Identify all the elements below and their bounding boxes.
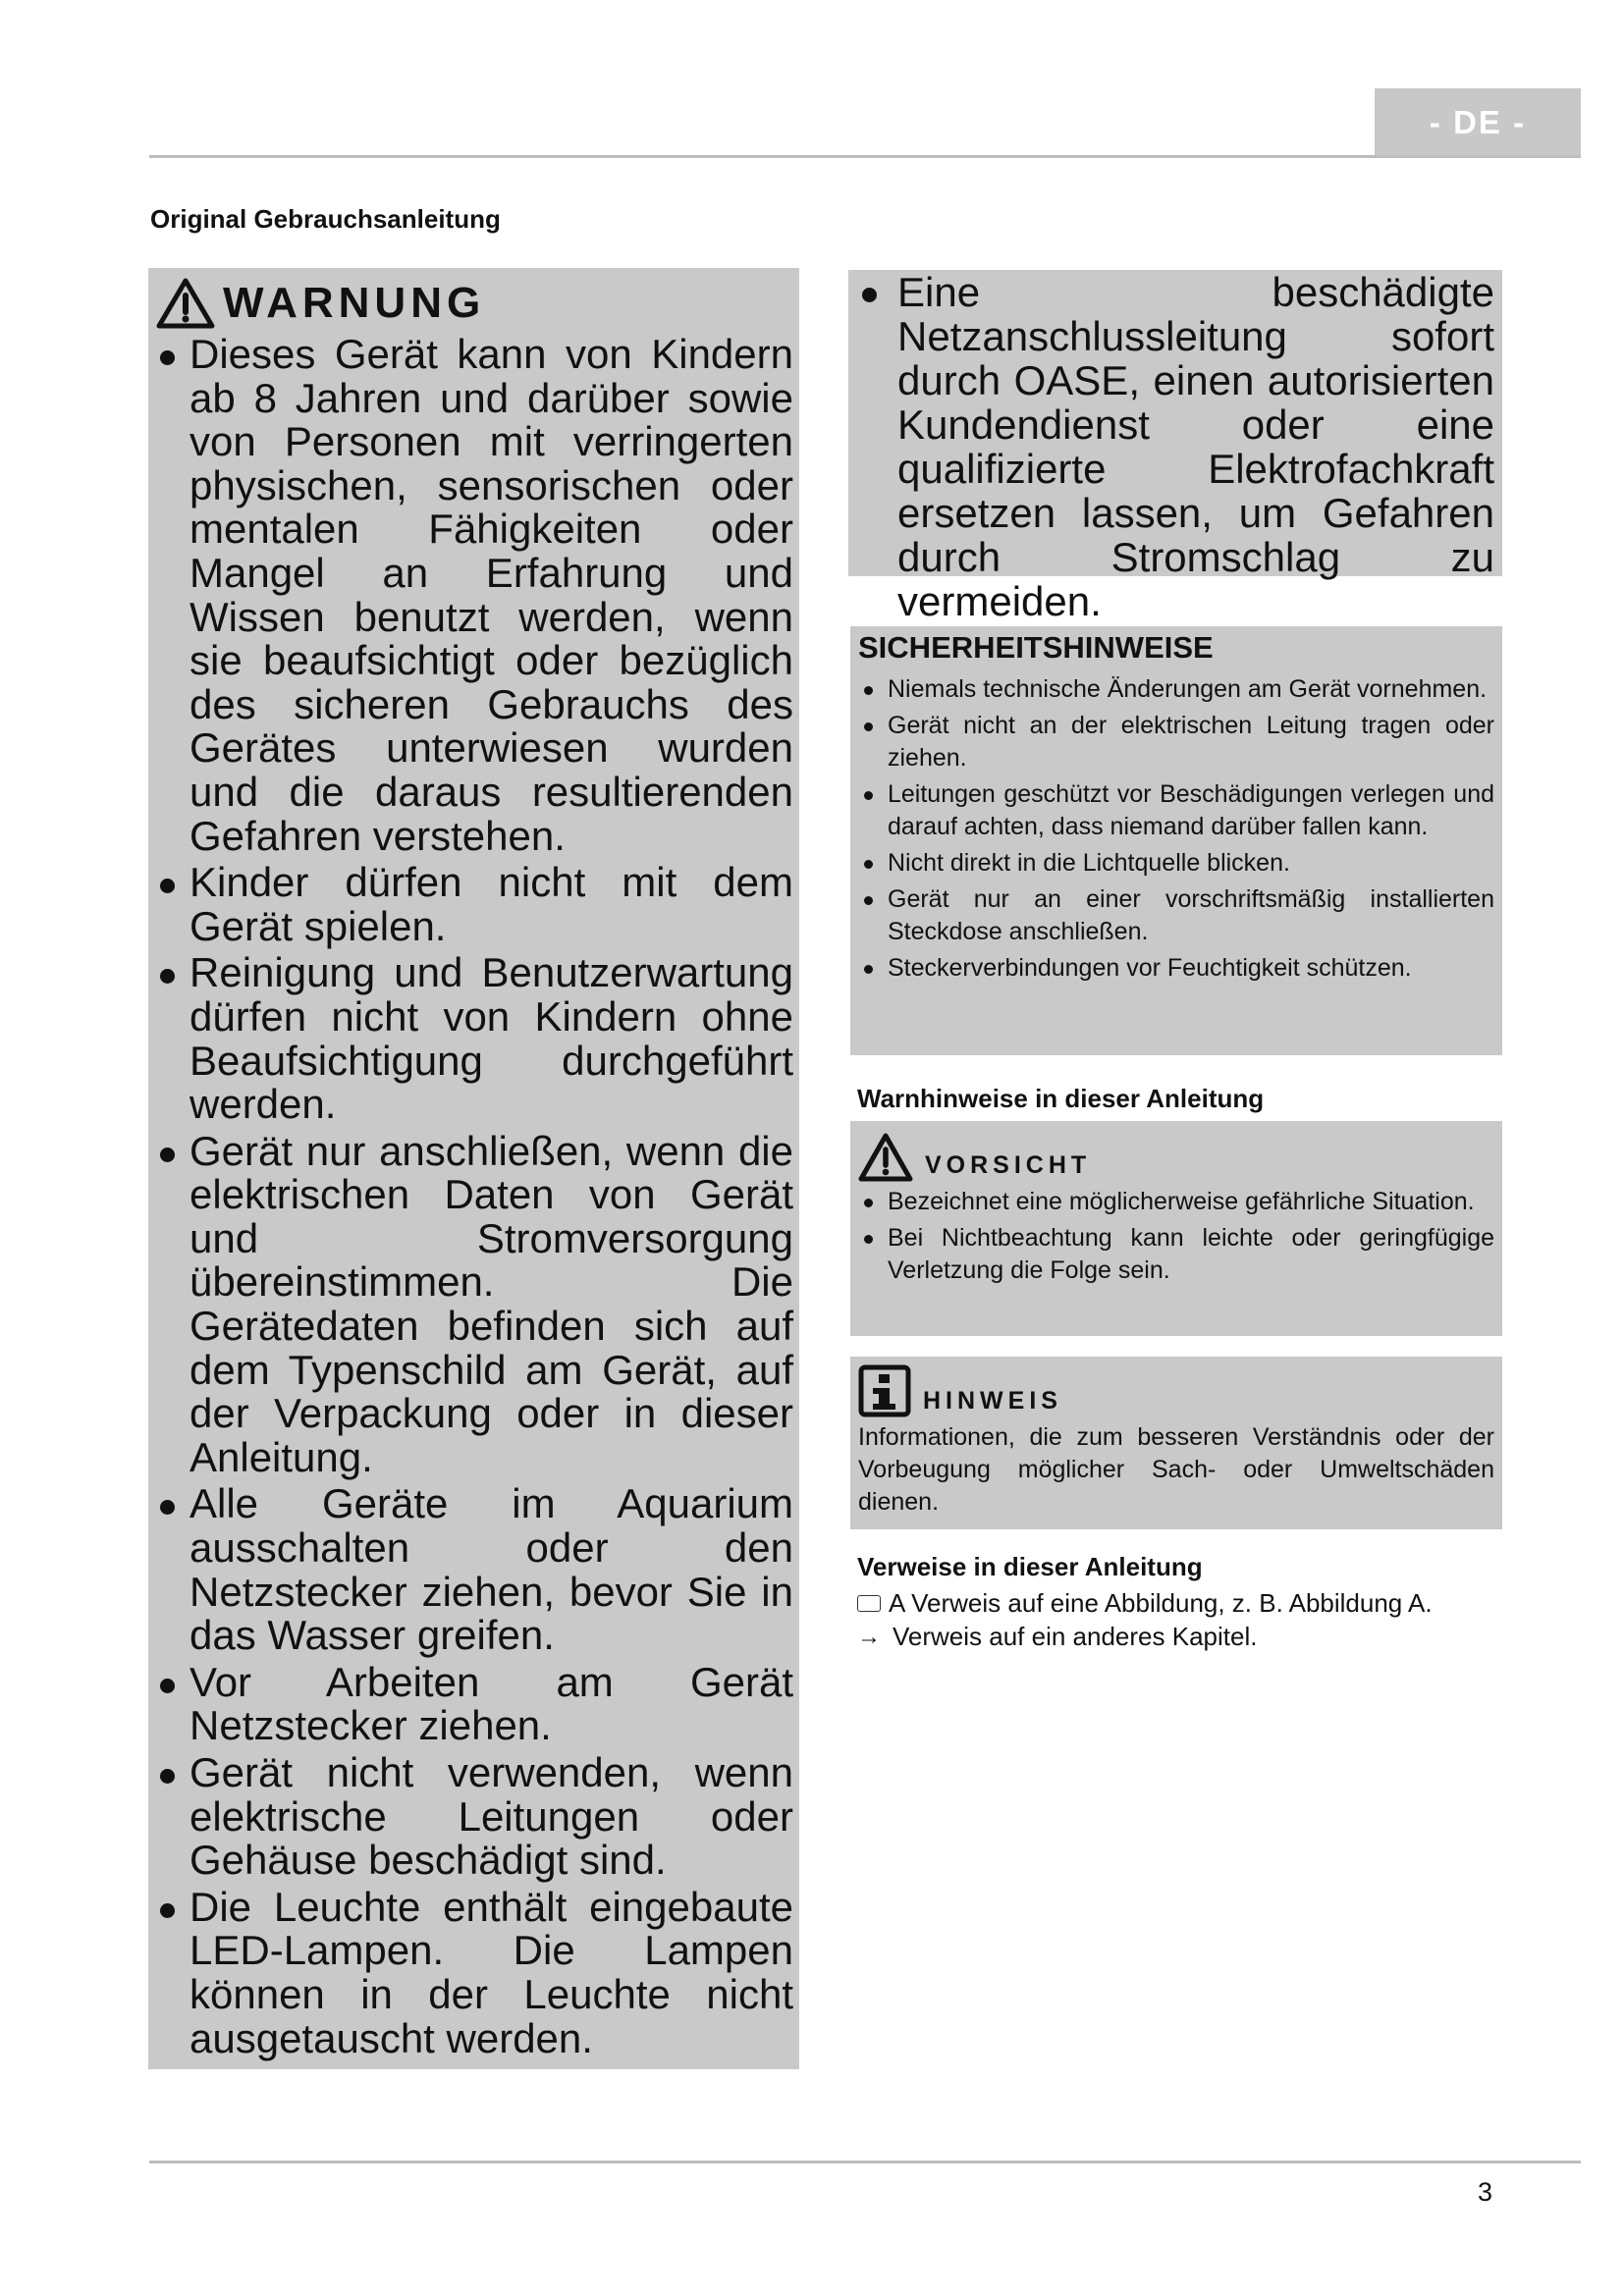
warning-item: Reinigung und Benutzerwartung dürfen nicht von Kindern ohne Beaufsichtigung durchgeführt werden. — [156, 951, 793, 1126]
safety-item: Niemals technische Änderungen am Gerät vornehmen. — [858, 673, 1494, 706]
warning-label: WARNUNG — [223, 279, 486, 327]
warning-item: Gerät nur anschließen, wenn die elektrischen Daten von Gerät und Stromversorgung übereinstimmen. Die Gerätedaten befinden sich auf dem Typenschild am Gerät, auf der Verpackung oder in dieser Anleitung. — [156, 1130, 793, 1480]
references-heading: Verweise in dieser Anleitung — [857, 1552, 1203, 1581]
warning-header — [156, 274, 793, 333]
info-icon — [858, 1364, 911, 1417]
safety-box — [850, 626, 1502, 1055]
warning-item: Dieses Gerät kann von Kindern ab 8 Jahren und darüber sowie von Personen mit verringerten physischen, sensorischen oder mentalen Fähigkeiten oder Mangel an Erfahrung und Wissen benutzt werden, wenn sie beaufsichtigt oder bezüglich des sicheren Gebrauchs des Gerätes unterwiesen wurden und die daraus resultierenden Gefahren verstehen. — [156, 333, 793, 858]
safety-item: Steckerverbindungen vor Feuchtigkeit schützen. — [858, 952, 1494, 985]
footer-rule — [149, 2161, 1581, 2163]
caution-header — [858, 1129, 1494, 1182]
warning-continued-list — [858, 270, 1494, 623]
safety-list — [858, 673, 1494, 985]
arrow-right-icon: → — [857, 1623, 881, 1650]
warning-item: Alle Geräte im Aquarium ausschalten oder den Netzstecker ziehen, bevor Sie in das Wasser greifen. — [156, 1482, 793, 1657]
warning-item: Die Leuchte enthält eingebaute LED-Lampen. Die Lampen können in der Leuchte nicht ausgetauscht werden. — [156, 1886, 793, 2060]
caution-list — [858, 1186, 1494, 1287]
note-label: HINWEIS — [923, 1387, 1062, 1415]
warning-continued-box — [848, 269, 1502, 624]
note-text: Informationen, die zum besseren Verständnis oder der Vorbeugung möglicher Sach- oder Umweltschäden dienen. — [858, 1423, 1494, 1516]
warning-item: Gerät nicht verwenden, wenn elektrische Leitungen oder Gehäuse beschädigt sind. — [156, 1751, 793, 1883]
figure-reference-text: A Verweis auf eine Abbildung, z. B. Abbildung A. — [889, 1588, 1433, 1618]
warning-item: Kinder dürfen nicht mit dem Gerät spielen. — [156, 861, 793, 948]
figure-reference — [857, 1588, 1433, 1619]
page-number: 3 — [1478, 2177, 1493, 2207]
caution-item: Bezeichnet eine möglicherweise gefährliche Situation. — [858, 1186, 1494, 1218]
caution-item: Bei Nichtbeachtung kann leichte oder geringfügige Verletzung die Folge sein. — [858, 1222, 1494, 1287]
warnhinweise-heading: Warnhinweise in dieser Anleitung — [857, 1084, 1265, 1113]
caution-box — [850, 1121, 1502, 1336]
document-title: Original Gebrauchsanleitung — [150, 204, 501, 234]
language-tab: - DE - — [1375, 88, 1581, 157]
warning-list — [156, 333, 793, 2060]
safety-item: Nicht direkt in die Lichtquelle blicken. — [858, 847, 1494, 880]
warning-item: Eine beschädigte Netzanschlussleitung sofort durch OASE, einen autorisierten Kundendienst oder eine qualifizierte Elektrofachkraft ersetzen lassen, um Gefahren durch Stromschlag zu vermeiden. — [858, 270, 1494, 623]
safety-item: Gerät nur an einer vorschriftsmäßig installierten Steckdose anschließen. — [858, 883, 1494, 948]
safety-item: Leitungen geschützt vor Beschädigungen verlegen und darauf achten, dass niemand darüber fallen kann. — [858, 778, 1494, 843]
safety-item: Gerät nicht an der elektrischen Leitung tragen oder ziehen. — [858, 710, 1494, 774]
safety-title: SICHERHEITSHINWEISE — [858, 630, 1214, 665]
warning-triangle-icon — [156, 278, 215, 329]
figure-icon — [857, 1595, 881, 1612]
note-box — [850, 1357, 1502, 1529]
chapter-reference — [857, 1622, 1257, 1652]
warning-item: Vor Arbeiten am Gerät Netzstecker ziehen. — [156, 1661, 793, 1748]
chapter-reference-text: Verweis auf ein anderes Kapitel. — [893, 1622, 1258, 1651]
warning-box — [148, 268, 799, 2069]
caution-label: VORSICHT — [925, 1151, 1092, 1179]
header-rule — [149, 155, 1581, 158]
warning-triangle-icon — [858, 1133, 913, 1182]
note-header — [858, 1364, 1494, 1417]
